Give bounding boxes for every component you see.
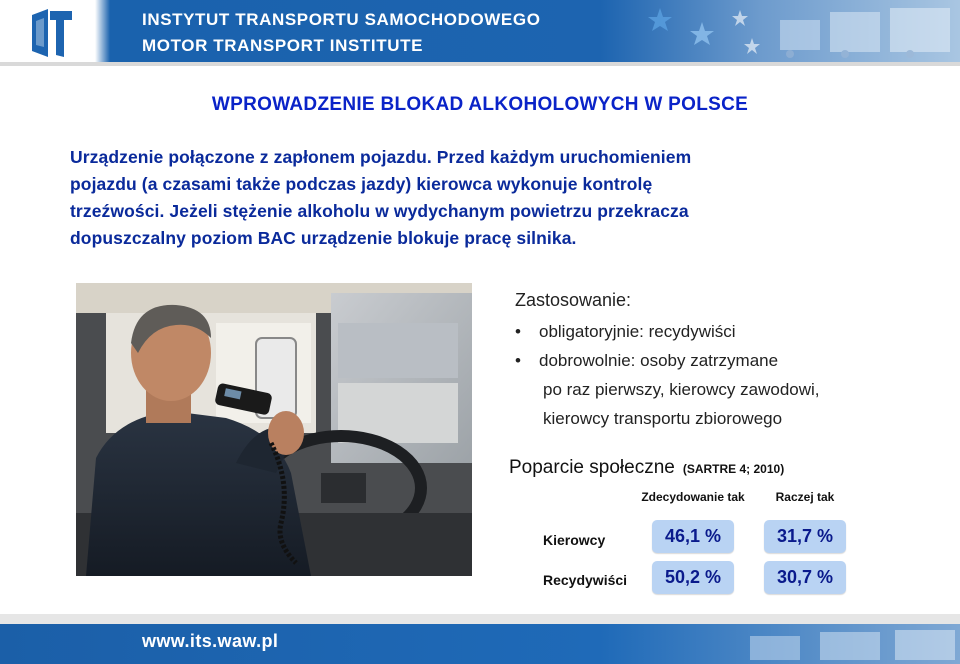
page-title: WPROWADZENIE BLOKAD ALKOHOLOWYCH W POLSCE: [211, 94, 749, 115]
usage-item-continuation: po raz pierwszy, kierowcy zawodowi,: [543, 380, 820, 399]
bullet-icon: •: [515, 322, 521, 341]
usage-item-continuation: kierowcy transportu zbiorowego: [543, 409, 783, 428]
intro-line: dopuszczalny poziom BAC urządzenie blokuje pracę silnika.: [70, 228, 577, 248]
driver-breathalyzer-photo: [76, 283, 472, 576]
traffic-background-image: [770, 0, 960, 62]
footer-divider: [0, 614, 960, 624]
its-logo-icon: [26, 7, 78, 59]
intro-line: Urządzenie połączone z zapłonem pojazdu. Przed każdym uruchomieniem: [70, 147, 692, 167]
intro-line: pojazdu (a czasami także podczas jazdy) kierowca wykonuje kontrolę: [70, 174, 653, 194]
value-cell: 31,7 %: [764, 520, 846, 553]
bullet-icon: •: [515, 351, 521, 370]
column-header-definitely-yes: Zdecydowanie tak: [641, 490, 745, 504]
support-heading: [509, 457, 784, 479]
intro-line: trzeźwości. Jeżeli stężenie alkoholu w wydychanym powietrzu przekracza: [70, 201, 689, 221]
stars-decoration-icon: [640, 4, 770, 60]
usage-heading: Zastosowanie:: [515, 290, 632, 310]
value-cell: 46,1 %: [652, 520, 734, 553]
traffic-footer-image: [740, 626, 960, 664]
header-divider: [0, 62, 960, 66]
usage-item-voluntary: dobrowolnie: osoby zatrzymane: [539, 351, 779, 370]
header-title-en: MOTOR TRANSPORT INSTITUTE: [142, 36, 424, 55]
support-title: Poparcie społeczne: [509, 457, 675, 478]
row-label-drivers: Kierowcy: [543, 532, 606, 548]
support-reference: (SARTRE 4; 2010): [682, 462, 785, 476]
intro-paragraph: [70, 144, 870, 252]
row-label-recidivists: Recydywiści: [543, 572, 628, 588]
header-banner: [0, 0, 960, 66]
header-title-pl: INSTYTUT TRANSPORTU SAMOCHODOWEGO: [142, 10, 541, 29]
website-link[interactable]: www.its.waw.pl: [142, 631, 279, 651]
column-header-rather-yes: Raczej tak: [775, 490, 835, 504]
footer-banner: [0, 614, 960, 664]
value-cell: 30,7 %: [764, 561, 846, 594]
usage-item-mandatory: obligatoryjnie: recydywiści: [539, 322, 736, 341]
value-cell: 50,2 %: [652, 561, 734, 594]
